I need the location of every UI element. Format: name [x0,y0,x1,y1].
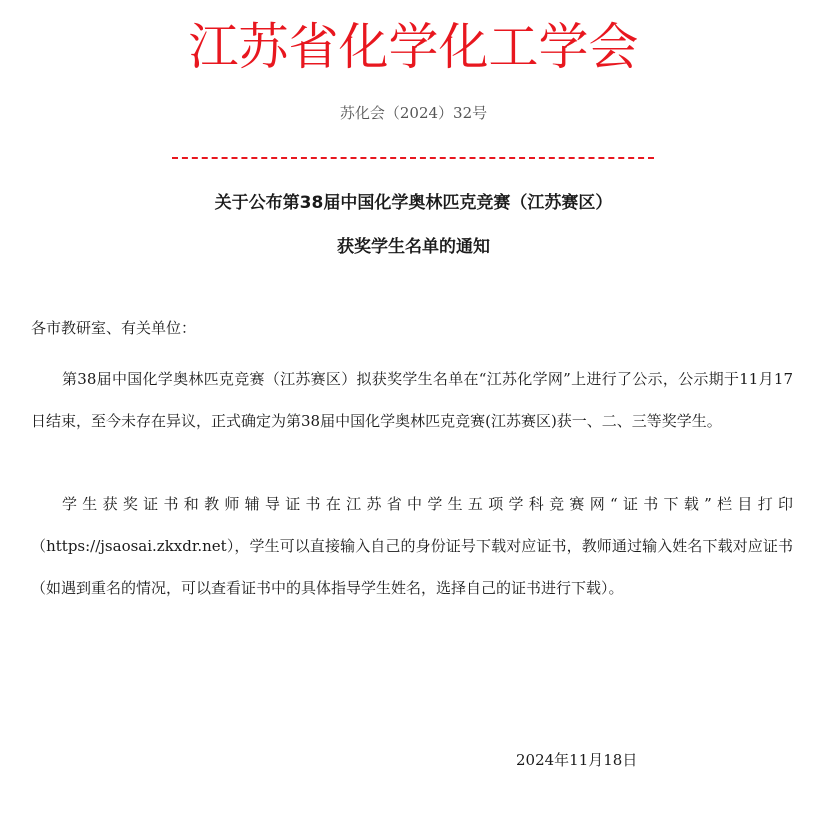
organization-name: 江苏省化学化工学会 [188,18,639,76]
notice-title-line-1: 关于公布第38届中国化学奥林匹克竞赛（江苏赛区） [214,193,613,213]
body-paragraph-results: 第38届中国化学奥林匹克竞赛（江苏赛区）拟获奖学生名单在“江苏化学网”上进行了公示，公示期于11月17日结束，至今未存在异议，正式确定为第38届中国化学奥林匹克竞赛(江苏赛区)获一、二、三等奖学生。 [31,370,793,430]
issue-date: 2024年11月18日 [516,751,638,769]
notice-title-line-2: 获奖学生名单的通知 [337,237,490,257]
document-number: 苏化会（2024）32号 [339,104,488,122]
red-dashed-divider [172,157,654,159]
body-paragraph-certificates: 学生获奖证书和教师辅导证书在江苏省中学生五项学科竞赛网“证书下载”栏目打印（https://jsaosai.zkxdr.net），学生可以直接输入自己的身份证号下载对应证书，教师通过输入姓名下载对应证书（如遇到重名的情况，可以查看证书中的具体指导学生姓名，选择自己的证书进行下载）。 [31,495,793,597]
salutation: 各市教研室、有关单位： [31,319,197,337]
